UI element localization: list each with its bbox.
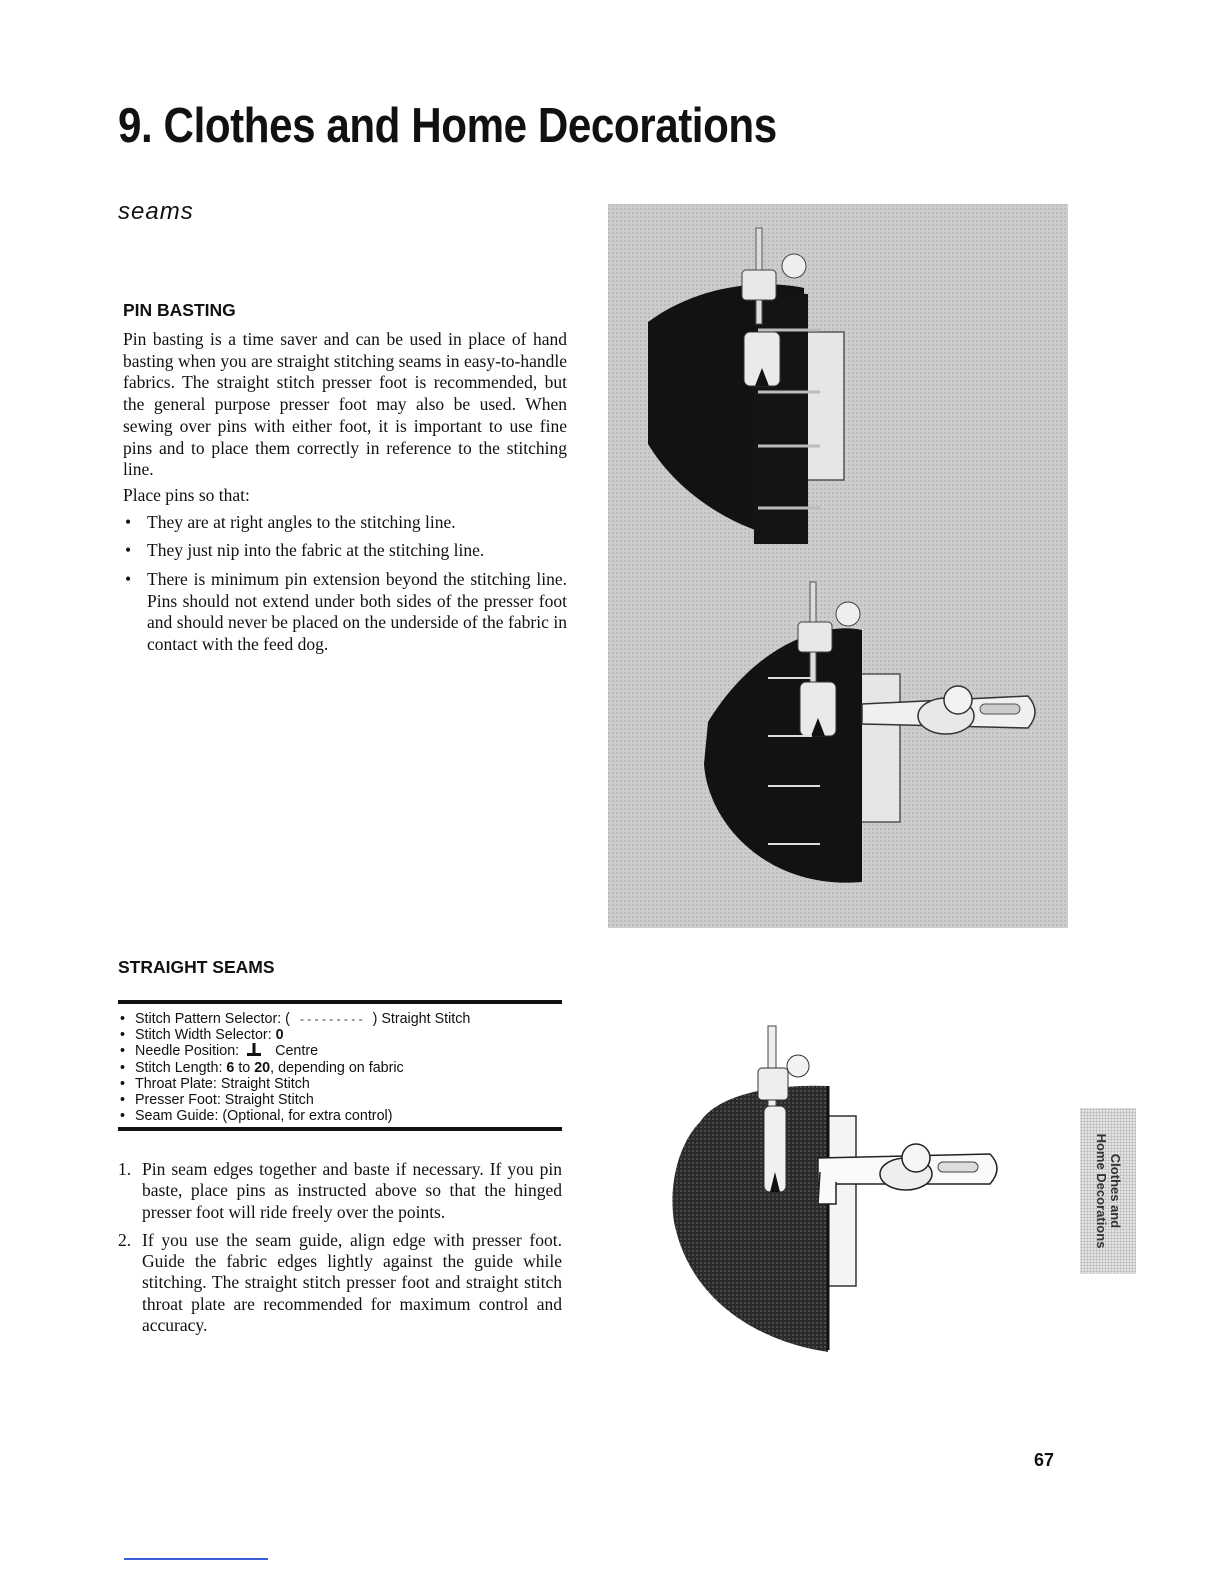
thumb-screw-icon [836, 602, 860, 626]
foot-shank [758, 1068, 788, 1100]
throat-plate-setting: • Throat Plate: Straight Stitch [118, 1076, 562, 1092]
presser-foot-setting: • Presser Foot: Straight Stitch [118, 1092, 562, 1108]
pin-basting-heading: PIN BASTING [123, 300, 236, 320]
list-item: 2. If you use the seam guide, align edge with presser foot. Guide the fabric edges lightly against the guide while stitching. The straight stitch presser foot and straight stitch throat plate are recommended for maximum control and accuracy. [118, 1229, 562, 1336]
machine-settings-list [118, 1011, 562, 1124]
needle-position-icon [247, 1043, 261, 1056]
throat-plate [804, 332, 844, 480]
chapter-title: 9. Clothes and Home Decorations [118, 99, 777, 153]
needle-position-setting: • Needle Position: Centre [118, 1043, 562, 1059]
fabric-textured [672, 1086, 828, 1352]
stitch-length-setting: • Stitch Length: 6 to 20, depending on fabric [118, 1060, 562, 1076]
footer-rule [124, 1558, 268, 1560]
guide-knob-icon [902, 1144, 930, 1172]
pin-basting-photo [608, 204, 1068, 928]
pin-basting-paragraph: Pin basting is a time saver and can be used in place of hand basting when you are straight stitching seams in easy-to-handle fabrics. The straight stitch presser foot is recommended, but the general purpose presser foot may also be used. When sewing over pins with either foot, it is important to use fine pins and to place them correctly in reference to the stitching line. [123, 329, 567, 480]
section-title: seams [118, 198, 194, 225]
list-item: • There is minimum pin extension beyond the stitching line. Pins should not extend under both sides of the presser foot and should never be placed on the underside of the fabric in contact with the feed dog. [123, 569, 567, 656]
thumb-screw-icon [787, 1055, 809, 1077]
throat-plate [860, 674, 900, 822]
list-item: • They just nip into the fabric at the stitching line. [123, 540, 567, 562]
thumb-screw-icon [782, 254, 806, 278]
stitch-width-setting: • Stitch Width Selector: 0 [118, 1027, 562, 1043]
straight-seams-heading: STRAIGHT SEAMS [118, 957, 275, 977]
guide-knob-icon [944, 686, 972, 714]
side-tab-line: Clothes and [1108, 1153, 1123, 1229]
page-number: 67 [1034, 1450, 1055, 1470]
foot-shank [798, 622, 832, 652]
straight-stitch-symbol: - - - - - - - - - [299, 1012, 363, 1026]
stitch-pattern-setting: • Stitch Pattern Selector: ( - - - - - - - - - ) Straight Stitch [118, 1011, 562, 1027]
seam-guide-illustration [660, 1022, 1020, 1352]
side-tab-line: Home Decorations [1094, 1133, 1109, 1249]
chapter-side-tab [1080, 1108, 1136, 1274]
machine-settings-box [118, 1000, 562, 1131]
straight-seams-steps [118, 1159, 562, 1343]
seam-guide-setting: • Seam Guide: (Optional, for extra control) [118, 1108, 562, 1124]
list-item: 1. Pin seam edges together and baste if necessary. If you pin baste, place pins as instructed above so that the hinged presser foot will ride freely over the points. [118, 1159, 562, 1222]
pin-placement-list [123, 512, 567, 656]
foot-shank [742, 270, 776, 300]
list-item: • They are at right angles to the stitching line. [123, 512, 567, 534]
pin-basting-section [123, 300, 567, 663]
pin-basting-intro: Place pins so that: [123, 484, 250, 505]
